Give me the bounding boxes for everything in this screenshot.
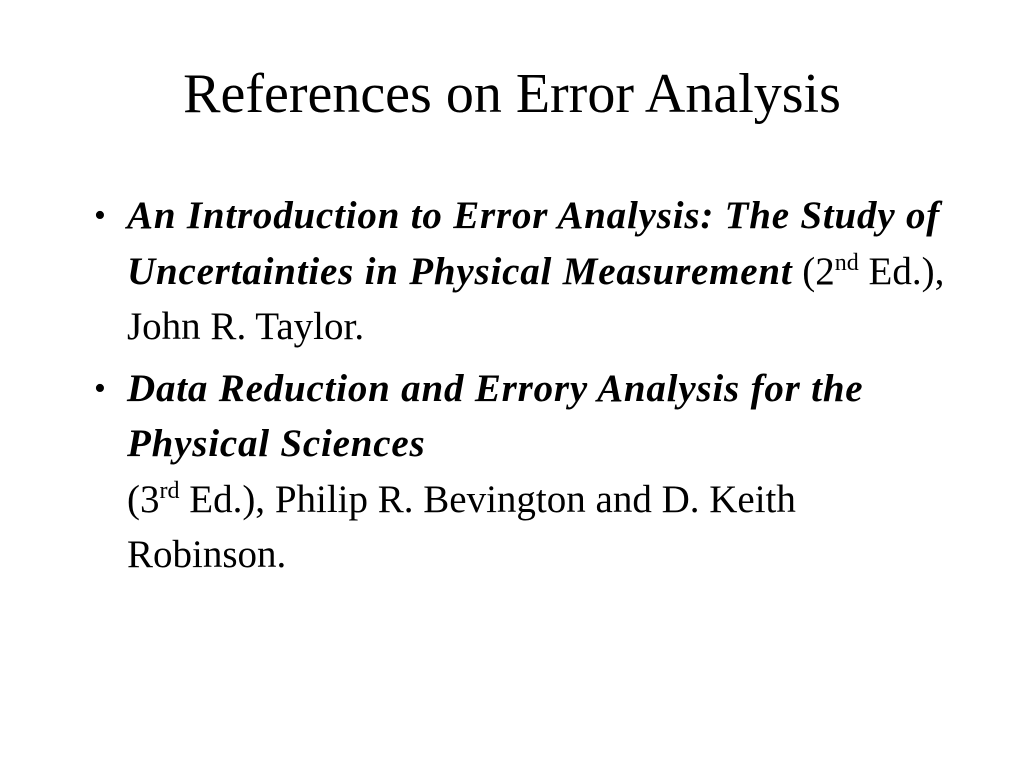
reference-title: Data Reduction and Errory Analysis for the Physical Sciences <box>127 366 864 465</box>
slide-title: References on Error Analysis <box>183 63 841 125</box>
reference-edition-open: (3 <box>127 477 160 521</box>
reference-authors: Philip R. Bevington and D. Keith Robinson. <box>127 477 796 576</box>
reference-edition-suffix: nd <box>834 249 859 276</box>
reference-edition-close: Ed.), <box>858 249 945 293</box>
reference-item-taylor <box>90 188 950 355</box>
reference-title: An Introduction to Error Analysis: The Study of Uncertainties in Physical Measurement <box>127 194 941 293</box>
reference-edition-open: (2 <box>792 249 835 293</box>
reference-edition-suffix: rd <box>159 477 180 504</box>
reference-authors: John R. Taylor. <box>127 305 365 348</box>
reference-list <box>90 188 950 589</box>
reference-item-bevington <box>90 361 950 583</box>
reference-edition-close: Ed.), <box>179 477 266 521</box>
bullet-icon: • <box>94 197 106 234</box>
bullet-icon: • <box>94 369 106 407</box>
